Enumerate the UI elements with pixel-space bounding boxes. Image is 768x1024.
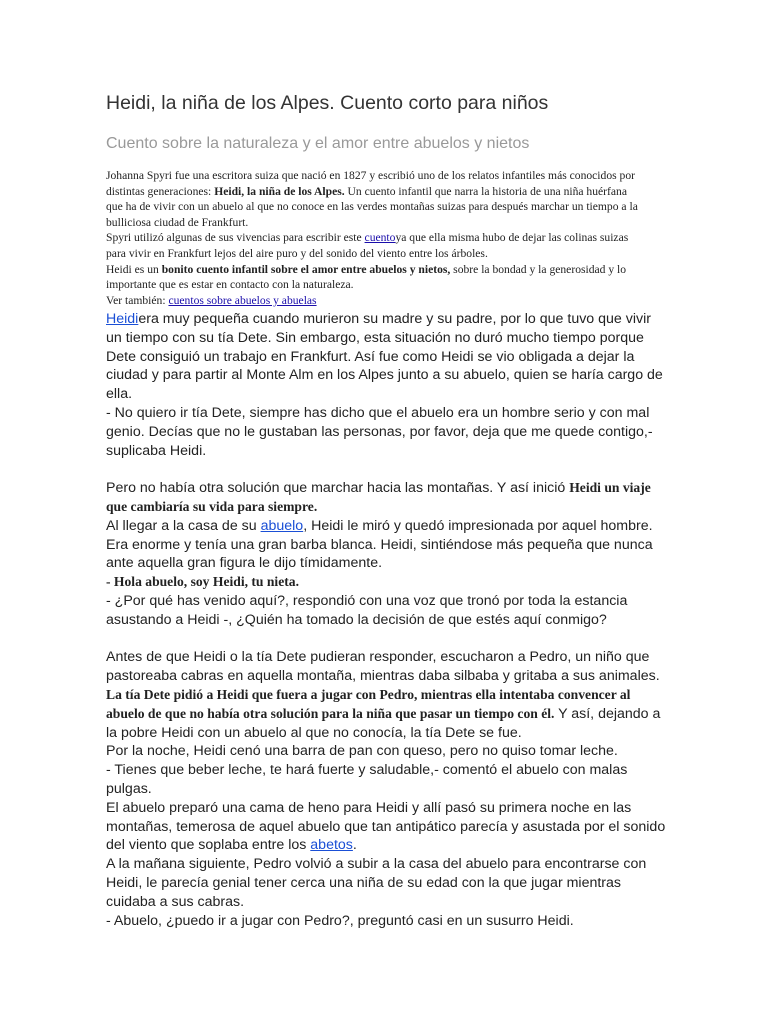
intro-text: Heidi es un [106, 262, 162, 276]
story-paragraph [106, 517, 666, 573]
story-text: Pero no había otra solución que marchar hacia las montañas. Y así inició [106, 480, 570, 497]
intro-paragraph [106, 262, 646, 293]
intro-bold-text: Heidi, la niña de los Alpes. [214, 184, 345, 198]
see-also [106, 293, 646, 309]
story-text: Al llegar a la casa de su [106, 517, 261, 534]
intro-paragraph [106, 230, 646, 261]
story-text: era muy pequeña cuando murieron su madre y su padre, por lo que tuvo que vivir un tiempo con su tía Dete. Sin embargo, esta situación no duró mucho tiempo porque Dete consiguió un trabajo en Frankfurt. Así fue como Heidi se vio obligada a dejar la ciudad y para partir al Monte Alm en los Alpes junto a su abuelo, quien se haría cargo de ella. [106, 311, 663, 403]
see-also-link[interactable]: cuentos sobre abuelos y abuelas [168, 293, 317, 307]
story-text: El abuelo preparó una cama de heno para Heidi y allí pasó su primera noche en las montañas, temerosa de aquel abuelo que tan antipático parecía y asustada por el sonido del viento que soplaba entre los [106, 799, 666, 854]
article-subtitle: Cuento sobre la naturaleza y el amor entre abuelos y nietos [106, 135, 530, 152]
intro-text: ya que ella misma hubo de dejar las colinas suizas para vivir en Frankfurt lejos del aire puro y del sonido del viento entre los árboles. [106, 231, 629, 260]
story-paragraph [106, 686, 666, 742]
heidi-link[interactable]: Heidi [106, 311, 139, 327]
intro-text: Spyri utilizó algunas de sus vivencias para escribir este [106, 231, 365, 245]
story-bold-text: La tía Dete pidió a Heidi que fuera a jugar con Pedro, mientras ella intentaba convencer al abuelo de que no había otra solución para la niña que pasar un tiempo con él. [106, 686, 631, 721]
story-section [106, 310, 666, 930]
story-text: Y así, dejando a la pobre Heidi con un abuelo al que no conocía, la tía Dete se fue. [106, 705, 661, 741]
intro-section [106, 168, 646, 308]
intro-text: sobre la bondad y la generosidad y lo importante que es estar en contacto con la naturaleza. [106, 262, 627, 292]
story-paragraph: Por la noche, Heidi cenó una barra de pan con queso, pero no quiso tomar leche. [106, 743, 618, 760]
intro-bold-text: bonito cuento infantil sobre el amor entre abuelos y nietos, [161, 262, 451, 276]
story-text: . [352, 837, 357, 854]
story-text: , Heidi le miró y quedó impresionada por aquel hombre. Era enorme y tenía una gran barba blanca. Heidi, sintiéndose más pequeña que nunca ante aquella gran figura le dijo tímidamente. [106, 517, 653, 572]
story-paragraph: - No quiero ir tía Dete, siempre has dicho que el abuelo era un hombre serio y con mal genio. Decías que no le gustaban las personas, por favor, deja que me quede contigo,- suplicaba Heidi. [106, 404, 653, 459]
story-paragraph: A la mañana siguiente, Pedro volvió a subir a la casa del abuelo para encontrarse con Heidi, le parecía genial tener cerca una niña de su edad con la que jugar mientras cuidaba a sus cabras. [106, 856, 647, 910]
see-also-label: Ver también: [106, 293, 169, 307]
abuelo-link[interactable]: abuelo [260, 517, 304, 534]
story-bold-text: Heidi un viaje que cambiaría su vida para siempre. [106, 480, 651, 514]
story-paragraph [106, 573, 666, 592]
story-paragraph: - Tienes que beber leche, te hará fuerte y saludable,- comentó el abuelo con malas pulgas. [106, 762, 628, 797]
story-paragraph: Antes de que Heidi o la tía Dete pudieran responder, escucharon a Pedro, un niño que pastoreaba cabras en aquella montaña, mientras daba silbaba y gritaba a sus animales. [106, 649, 660, 685]
story-paragraph [106, 479, 666, 517]
story-paragraph [106, 799, 666, 855]
abetos-link[interactable]: abetos [310, 837, 353, 854]
story-paragraph: - ¿Por qué has venido aquí?, respondió con una voz que tronó por toda la estancia asustando a Heidi -, ¿Quién ha tomado la decisión de que estés aquí conmigo? [106, 592, 628, 628]
cuento-link[interactable]: cuento [364, 231, 396, 245]
article-title: Heidi, la niña de los Alpes. Cuento corto para niños [106, 92, 549, 114]
story-bold-text: - Hola abuelo, soy Heidi, tu nieta. [106, 574, 299, 590]
intro-paragraph [106, 168, 646, 230]
story-paragraph [106, 310, 666, 404]
intro-text: Un cuento infantil que narra la historia de una niña huérfana que ha de vivir con un abuelo al que no conoce en las verdes montañas suizas para después marchar un tiempo a la bulliciosa ciudad de Frankfurt. [106, 184, 638, 229]
intro-text: Johanna Spyri fue una escritora suiza que nació en 1827 y escribió uno de los relatos infantiles más conocidos por distintas generaciones: [106, 169, 635, 198]
story-paragraph: - Abuelo, ¿puedo ir a jugar con Pedro?, preguntó casi en un susurro Heidi. [106, 912, 574, 929]
